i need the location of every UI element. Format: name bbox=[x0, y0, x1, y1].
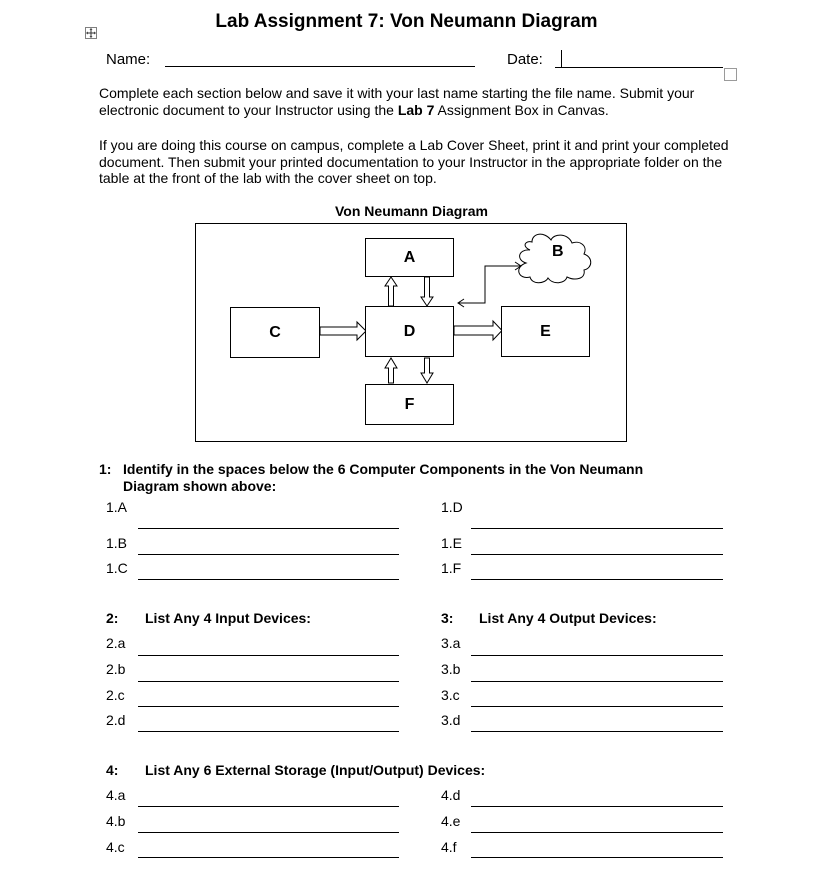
answer-line-1b[interactable] bbox=[138, 554, 399, 555]
answer-line-4b[interactable] bbox=[138, 832, 399, 833]
q4-label-c: 4.c bbox=[106, 839, 125, 855]
answer-line-3a[interactable] bbox=[471, 655, 723, 656]
von-neumann-diagram bbox=[195, 223, 627, 442]
answer-line-1c[interactable] bbox=[138, 579, 399, 580]
text-cursor bbox=[561, 50, 562, 67]
q2-text: List Any 4 Input Devices: bbox=[145, 610, 311, 626]
diagram-cloud-b: B bbox=[552, 243, 564, 260]
q2-label-a: 2.a bbox=[106, 635, 126, 651]
diagram-box-f: F bbox=[365, 384, 454, 425]
date-label: Date: bbox=[507, 51, 543, 68]
page-title: Lab Assignment 7: Von Neumann Diagram bbox=[215, 11, 598, 32]
q1-label-a: 1.A bbox=[106, 499, 128, 515]
q4-number: 4: bbox=[106, 762, 119, 778]
answer-line-1f[interactable] bbox=[471, 579, 723, 580]
arrow-f-to-d bbox=[385, 358, 397, 383]
q2-label-c: 2.c bbox=[106, 687, 125, 703]
answer-line-3c[interactable] bbox=[471, 706, 723, 707]
q3-label-a: 3.a bbox=[441, 635, 461, 651]
q2-number: 2: bbox=[106, 610, 119, 626]
q4-text: List Any 6 External Storage (Input/Output) Devices: bbox=[145, 762, 486, 778]
diagram-box-e: E bbox=[501, 306, 590, 357]
answer-line-1e[interactable] bbox=[471, 554, 723, 555]
q1-label-c: 1.C bbox=[106, 560, 128, 576]
q1-label-b: 1.B bbox=[106, 535, 128, 551]
date-field[interactable] bbox=[555, 67, 723, 68]
answer-line-2d[interactable] bbox=[138, 731, 399, 732]
answer-line-4d[interactable] bbox=[471, 806, 723, 807]
answer-line-4f[interactable] bbox=[471, 857, 723, 858]
q4-label-a: 4.a bbox=[106, 787, 126, 803]
lab-number-bold: Lab 7 bbox=[397, 101, 435, 118]
q4-label-e: 4.e bbox=[441, 813, 461, 829]
diagram-box-a: A bbox=[365, 238, 454, 277]
q3-text: List Any 4 Output Devices: bbox=[479, 610, 657, 626]
q1-text: Identify in the spaces below the 6 Computer Components in the Von Neumann Diagram shown above: bbox=[123, 461, 644, 494]
answer-line-4c[interactable] bbox=[138, 857, 399, 858]
q4-label-f: 4.f bbox=[441, 839, 457, 855]
diagram-box-d: D bbox=[365, 306, 454, 357]
table-resize-handle-icon[interactable] bbox=[724, 68, 737, 81]
q1-label-e: 1.E bbox=[441, 535, 463, 551]
q3-label-d: 3.d bbox=[441, 712, 461, 728]
arrow-c-to-d bbox=[320, 322, 366, 340]
answer-line-2b[interactable] bbox=[138, 681, 399, 682]
connector-b-d bbox=[458, 266, 521, 303]
name-label: Name: bbox=[106, 51, 151, 68]
answer-line-4e[interactable] bbox=[471, 832, 723, 833]
answer-line-4a[interactable] bbox=[138, 806, 399, 807]
answer-line-3b[interactable] bbox=[471, 681, 723, 682]
arrow-d-to-f bbox=[421, 358, 433, 383]
q1-label-f: 1.F bbox=[441, 560, 462, 576]
q1-number: 1: bbox=[99, 461, 112, 477]
arrow-d-to-e bbox=[454, 321, 502, 340]
answer-line-2a[interactable] bbox=[138, 655, 399, 656]
q4-label-d: 4.d bbox=[441, 787, 461, 803]
diagram-title: Von Neumann Diagram bbox=[335, 203, 488, 219]
name-field[interactable] bbox=[165, 66, 475, 67]
q3-label-b: 3.b bbox=[441, 661, 461, 677]
diagram-box-c: C bbox=[230, 307, 320, 358]
answer-line-1a[interactable] bbox=[138, 528, 399, 529]
answer-line-3d[interactable] bbox=[471, 731, 723, 732]
instructions-paragraph-1: Complete each section below and save it with your last name starting the file name. Submit your electronic document to your Instructor using the Lab 7 Assignment Box in Canvas. bbox=[99, 85, 695, 118]
q3-number: 3: bbox=[441, 610, 454, 626]
q3-label-c: 3.c bbox=[441, 687, 460, 703]
arrow-a-to-d bbox=[421, 277, 433, 306]
q2-label-b: 2.b bbox=[106, 661, 126, 677]
q4-label-b: 4.b bbox=[106, 813, 126, 829]
q1-label-d: 1.D bbox=[441, 499, 463, 515]
answer-line-2c[interactable] bbox=[138, 706, 399, 707]
instructions-paragraph-2: If you are doing this course on campus, complete a Lab Cover Sheet, print it and print your completed document. Then submit your printed documentation to your Instructor in the appropriate folder on the table at the front of the lab with the cover sheet on top. bbox=[99, 137, 729, 186]
arrow-d-to-a bbox=[385, 277, 397, 306]
answer-line-1d[interactable] bbox=[471, 528, 723, 529]
q2-label-d: 2.d bbox=[106, 712, 126, 728]
